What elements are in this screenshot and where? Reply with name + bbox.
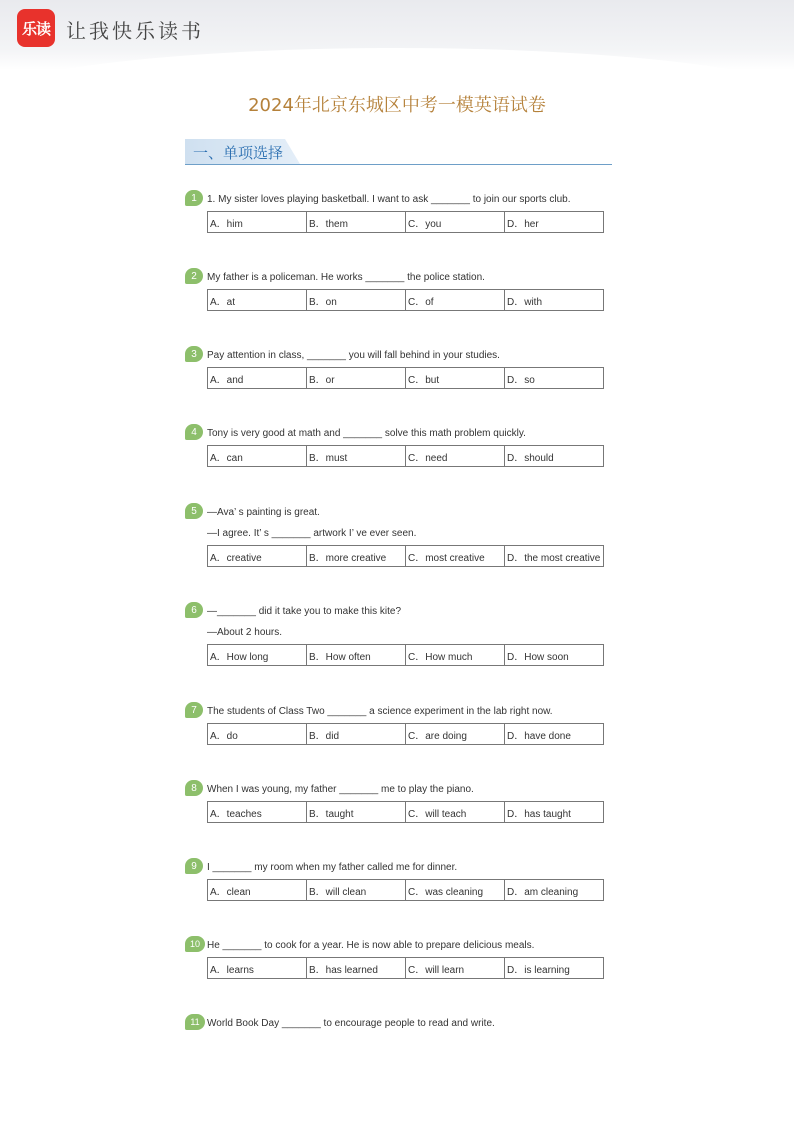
question-number-badge: 5 bbox=[185, 503, 203, 519]
page-title: 2024年北京东城区中考一模英语试卷 bbox=[248, 95, 546, 116]
options-table bbox=[207, 957, 604, 979]
question-number-badge: 7 bbox=[185, 702, 203, 718]
option-a[interactable]: A．How long bbox=[208, 645, 307, 666]
question-text: He _______ to cook for a year. He is now able to prepare delicious meals. bbox=[207, 940, 535, 951]
option-c[interactable]: C．will learn bbox=[406, 958, 505, 979]
option-b[interactable]: B．taught bbox=[307, 802, 406, 823]
option-c[interactable]: C．How much bbox=[406, 645, 505, 666]
question-number-badge: 6 bbox=[185, 602, 203, 618]
question-text-line-2: —About 2 hours. bbox=[207, 627, 283, 638]
option-a[interactable]: A．and bbox=[208, 368, 307, 389]
option-c[interactable]: C．you bbox=[406, 212, 505, 233]
question-text: The students of Class Two _______ a science experiment in the lab right now. bbox=[207, 706, 553, 717]
option-a[interactable]: A．learns bbox=[208, 958, 307, 979]
options-table bbox=[207, 545, 604, 567]
option-d[interactable]: D．has taught bbox=[505, 802, 604, 823]
section-header bbox=[185, 139, 612, 165]
option-d[interactable]: D．have done bbox=[505, 724, 604, 745]
option-a[interactable]: A．teaches bbox=[208, 802, 307, 823]
options-table bbox=[207, 367, 604, 389]
option-a[interactable]: A．him bbox=[208, 212, 307, 233]
option-a[interactable]: A．can bbox=[208, 446, 307, 467]
options-table bbox=[207, 723, 604, 745]
option-b[interactable]: B．has learned bbox=[307, 958, 406, 979]
question-text: My father is a policeman. He works _______ the police station. bbox=[207, 272, 485, 283]
question-text: Tony is very good at math and _______ solve this math problem quickly. bbox=[207, 428, 526, 439]
question-text: 1. My sister loves playing basketball. I want to ask _______ to join our sports club. bbox=[207, 194, 571, 205]
question-text: I _______ my room when my father called me for dinner. bbox=[207, 862, 458, 873]
brand-logo: 乐读 bbox=[17, 9, 55, 47]
options-table bbox=[207, 801, 604, 823]
options-table bbox=[207, 644, 604, 666]
option-c[interactable]: C．most creative bbox=[406, 546, 505, 567]
question-number-badge: 2 bbox=[185, 268, 203, 284]
question-number-badge: 4 bbox=[185, 424, 203, 440]
option-c[interactable]: C．will teach bbox=[406, 802, 505, 823]
option-d[interactable]: D．with bbox=[505, 290, 604, 311]
option-a[interactable]: A．at bbox=[208, 290, 307, 311]
option-b[interactable]: B．on bbox=[307, 290, 406, 311]
question-text-line-2: —I agree. It’ s _______ artwork I’ ve ever seen. bbox=[207, 528, 417, 539]
brand-slogan: 让我快乐读书 bbox=[66, 19, 204, 43]
question-number-badge: 3 bbox=[185, 346, 203, 362]
option-b[interactable]: B．them bbox=[307, 212, 406, 233]
question-number-badge: 11 bbox=[185, 1014, 205, 1030]
option-d[interactable]: D．should bbox=[505, 446, 604, 467]
question-text: —_______ did it take you to make this kite? bbox=[207, 606, 402, 617]
question-number-badge: 9 bbox=[185, 858, 203, 874]
options-table bbox=[207, 289, 604, 311]
question-text: —Ava’ s painting is great. bbox=[207, 507, 320, 518]
option-b[interactable]: B．did bbox=[307, 724, 406, 745]
options-table bbox=[207, 879, 604, 901]
option-d[interactable]: D．is learning bbox=[505, 958, 604, 979]
section-label: 一、单项选择 bbox=[193, 144, 284, 162]
question-text: Pay attention in class, _______ you will fall behind in your studies. bbox=[207, 350, 500, 361]
option-a[interactable]: A．do bbox=[208, 724, 307, 745]
question-number-badge: 1 bbox=[185, 190, 203, 206]
option-c[interactable]: C．are doing bbox=[406, 724, 505, 745]
option-b[interactable]: B．will clean bbox=[307, 880, 406, 901]
option-a[interactable]: A．creative bbox=[208, 546, 307, 567]
option-b[interactable]: B．or bbox=[307, 368, 406, 389]
option-c[interactable]: C．was cleaning bbox=[406, 880, 505, 901]
option-c[interactable]: C．of bbox=[406, 290, 505, 311]
option-b[interactable]: B．How often bbox=[307, 645, 406, 666]
option-d[interactable]: D．so bbox=[505, 368, 604, 389]
option-a[interactable]: A．clean bbox=[208, 880, 307, 901]
question-number-badge: 10 bbox=[185, 936, 205, 952]
option-b[interactable]: B．more creative bbox=[307, 546, 406, 567]
question-number-badge: 8 bbox=[185, 780, 203, 796]
option-d[interactable]: D．am cleaning bbox=[505, 880, 604, 901]
option-d[interactable]: D．her bbox=[505, 212, 604, 233]
question-text: When I was young, my father _______ me to play the piano. bbox=[207, 784, 474, 795]
option-c[interactable]: C．need bbox=[406, 446, 505, 467]
option-d[interactable]: D．the most creative bbox=[505, 546, 604, 567]
option-c[interactable]: C．but bbox=[406, 368, 505, 389]
question-text: World Book Day _______ to encourage people to read and write. bbox=[207, 1018, 495, 1029]
header-curve bbox=[0, 48, 794, 70]
option-d[interactable]: D．How soon bbox=[505, 645, 604, 666]
option-b[interactable]: B．must bbox=[307, 446, 406, 467]
options-table bbox=[207, 211, 604, 233]
options-table bbox=[207, 445, 604, 467]
